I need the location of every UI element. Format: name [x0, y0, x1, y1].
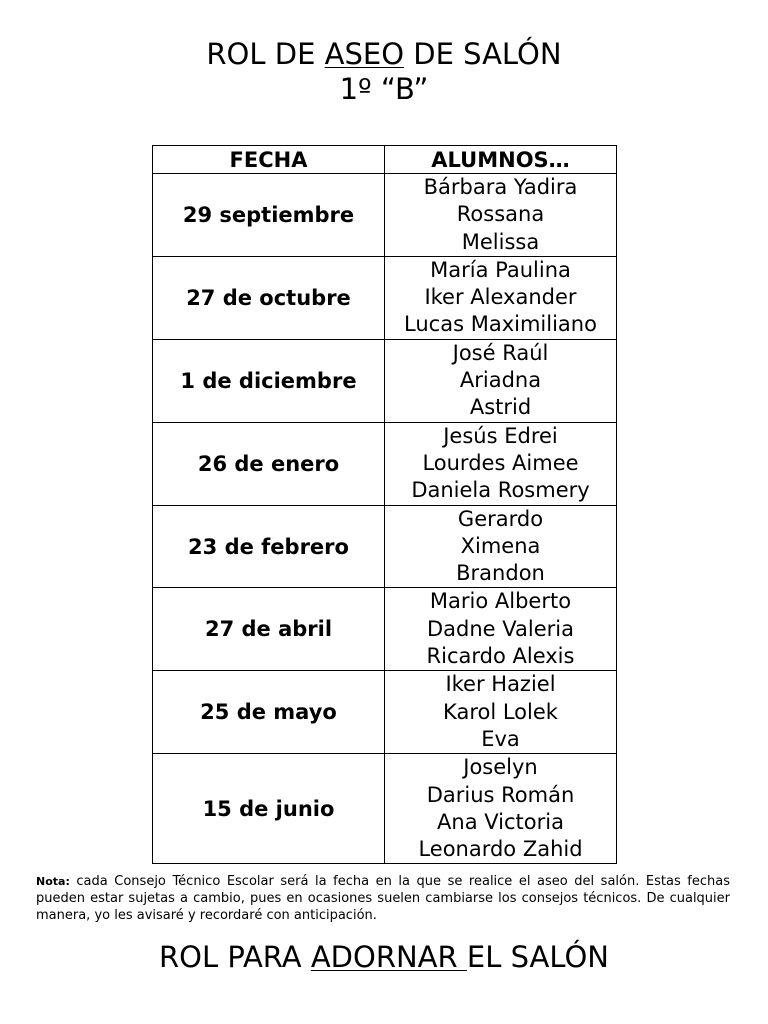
second-title-suffix: EL SALÓN [466, 940, 610, 974]
student-name: Lourdes Aimee [422, 450, 579, 475]
second-title-underlined-word: ADORNAR [310, 940, 467, 974]
column-header-fecha: FECHA [153, 146, 385, 174]
student-name: Lucas Maximiliano [404, 312, 597, 337]
page-subtitle: 1º “B” [339, 72, 429, 106]
fecha-cell: 27 de abril [153, 588, 385, 671]
table-body [153, 174, 617, 864]
fecha-cell: 1 de diciembre [153, 339, 385, 422]
fecha-cell: 27 de octubre [153, 256, 385, 339]
alumnos-cell [385, 505, 617, 588]
fecha-cell: 29 septiembre [153, 174, 385, 257]
fecha-cell: 26 de enero [153, 422, 385, 505]
second-title-prefix: ROL PARA [158, 940, 311, 974]
student-name: Eva [481, 726, 520, 751]
student-name: Ana Victoria [437, 809, 564, 834]
title-prefix: ROL DE [206, 37, 325, 71]
student-name: Bárbara Yadira [423, 175, 578, 199]
student-name: Melissa [461, 229, 540, 254]
table-row [153, 256, 617, 339]
fecha-cell: 15 de junio [153, 754, 385, 864]
fecha-cell: 25 de mayo [153, 671, 385, 754]
cleaning-schedule-table [152, 145, 617, 864]
student-name: Ricardo Alexis [426, 644, 575, 669]
table-row [153, 754, 617, 864]
title-underlined-word: ASEO [324, 37, 405, 71]
student-name: Ariadna [459, 368, 542, 393]
student-name: Leonardo Zahid [418, 837, 583, 862]
student-name: Ximena [460, 533, 541, 558]
student-name: Jesús Edrei [443, 423, 558, 448]
student-name: Daniela Rosmery [411, 478, 590, 503]
student-name: José Raúl [452, 340, 549, 365]
column-header-alumnos: ALUMNOS… [385, 146, 617, 174]
alumnos-cell [385, 754, 617, 864]
alumnos-cell [385, 174, 617, 257]
title-suffix: DE SALÓN [404, 37, 562, 71]
student-name: Mario Alberto [429, 589, 572, 614]
student-name: Gerardo [457, 506, 544, 531]
alumnos-cell [385, 588, 617, 671]
student-name: Iker Haziel [445, 672, 556, 697]
student-name: Rossana [456, 202, 545, 227]
alumnos-cell [385, 339, 617, 422]
table-row [153, 671, 617, 754]
table-row [153, 588, 617, 671]
table-row [153, 505, 617, 588]
student-name: Karol Lolek [443, 699, 558, 724]
table-row [153, 339, 617, 422]
student-name: María Paulina [430, 257, 571, 282]
student-name: Astrid [469, 395, 532, 420]
note-text: cada Consejo Técnico Escolar será la fecha en la que se realice el aseo del salón. Estas fechas pueden estar sujetas a cambio, pues en ocasiones suelen cambiarse los consejos técnicos. De cualquier manera, yo les avisaré y recordaré con anticipación. [36, 874, 730, 923]
student-name: Joselyn [463, 755, 538, 780]
student-name: Iker Alexander [424, 285, 577, 310]
student-name: Dadne Valeria [427, 616, 574, 641]
page-title [0, 37, 768, 71]
student-name: Brandon [456, 561, 545, 586]
fecha-cell: 23 de febrero [153, 505, 385, 588]
student-name: Darius Román [426, 782, 575, 807]
alumnos-cell [385, 671, 617, 754]
table-header-row [153, 146, 617, 174]
alumnos-cell [385, 256, 617, 339]
note-label: Nota: [36, 875, 70, 888]
note-paragraph [36, 873, 730, 924]
second-section-title [0, 940, 768, 974]
table-row [153, 174, 617, 257]
alumnos-cell [385, 422, 617, 505]
table-row [153, 422, 617, 505]
